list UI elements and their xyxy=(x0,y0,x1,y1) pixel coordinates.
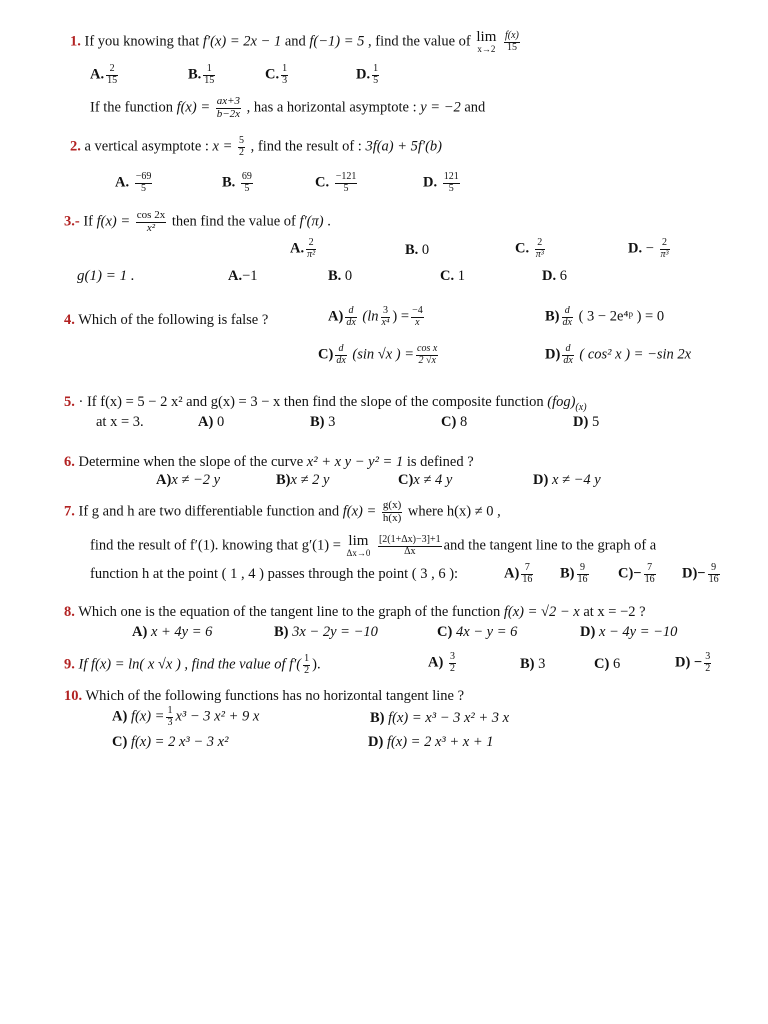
option-2a[interactable]: A. $\frac{-69}{5}$ xyxy=(115,171,152,194)
question-2-line-1: If the function f(x) = $\frac{ax+3}{b-2x}$ , has a horizontal asymptote : y = −2 and xyxy=(90,95,486,120)
option-2c[interactable]: C. $\frac{-121}{5}$ xyxy=(315,171,357,194)
option-1c[interactable]: C. $\frac{1}{3}$ xyxy=(265,63,288,86)
option-6a[interactable]: A)x ≠ −2 y xyxy=(156,472,221,488)
question-number: 8. xyxy=(64,604,75,620)
option-frag-b[interactable]: B. 0 xyxy=(328,268,353,284)
option-7a[interactable]: A) $\frac{7}{16}$ xyxy=(504,562,533,585)
question-number: 1. xyxy=(70,33,81,50)
question-8: 8. Which one is the equation of the tangent line to the graph of the function f(x) = √2 − x at x = −2 ? xyxy=(64,604,646,620)
option-4d[interactable]: D) $\frac{d}{dx}$ ( cos² x ) = −sin 2x xyxy=(545,343,692,366)
option-3d[interactable]: D. − $\frac{2}{\text{π³}}$ xyxy=(628,237,669,260)
option-8c[interactable]: C) 4x − y = 6 xyxy=(437,624,518,640)
option-6c[interactable]: C)x ≠ 4 y xyxy=(398,472,453,488)
option-6d[interactable]: D) x ≠ −4 y xyxy=(533,472,601,488)
option-10b[interactable]: B) f(x) = x³ − 3 x² + 3 x xyxy=(370,710,510,726)
option-5b[interactable]: B) 3 xyxy=(310,414,336,430)
option-3b[interactable]: B. 0 xyxy=(405,242,430,258)
question-7-line-2: find the result of f′(1). knowing that g′(1) = lim Δx→0 $\frac{[2(1+\Delta x)-3]+1}{\Delta x}$ and the tangent line to the graph of a xyxy=(90,533,657,558)
option-8d[interactable]: D) x − 4y = −10 xyxy=(580,624,678,640)
question-5-at: at x = 3. xyxy=(96,414,144,430)
limit-fraction: $\frac{f(x)}{15}$ xyxy=(505,30,519,53)
option-1a[interactable]: A. $\frac{2}{15}$ xyxy=(90,63,118,86)
option-5c[interactable]: C) 8 xyxy=(441,414,468,430)
fragment-g-of-1: g(1) = 1 . xyxy=(77,268,135,284)
given-derivative: f′(x) = 2x − 1 xyxy=(202,33,282,50)
option-5d[interactable]: D) 5 xyxy=(573,414,600,430)
question-stem-end: , find the value of xyxy=(368,33,471,50)
question-10: 10. Which of the following functions has no horizontal tangent line ? xyxy=(64,688,465,704)
question-9: 9. If f(x) = ln( x √x ) , find the value of f′( $\frac{1}{2}$ ). xyxy=(64,653,321,676)
option-4b[interactable]: B) $\frac{d}{dx}$ ( 3 − 2e⁴ᵖ ) = 0 xyxy=(545,305,665,328)
option-8b[interactable]: B) 3x − 2y = −10 xyxy=(274,624,378,640)
option-9d[interactable]: D) − $\frac{3}{2}$ xyxy=(675,651,711,674)
question-number: 4. xyxy=(64,312,75,328)
question-1 xyxy=(70,30,522,54)
question-number: 7. xyxy=(64,503,75,520)
given-value: f(−1) = 5 xyxy=(309,33,365,50)
option-7d[interactable]: D)− $\frac{9}{16}$ xyxy=(682,562,719,585)
question-number: 6. xyxy=(64,454,75,470)
option-7c[interactable]: C)− $\frac{7}{16}$ xyxy=(618,562,655,585)
option-1d[interactable]: D. $\frac{1}{5}$ xyxy=(356,63,379,86)
option-frag-c[interactable]: C. 1 xyxy=(440,268,465,284)
option-10c[interactable]: C) f(x) = 2 x³ − 3 x² xyxy=(112,734,229,750)
question-number: 2. xyxy=(70,138,81,155)
option-frag-a[interactable]: A.−1 xyxy=(228,268,258,284)
question-5: 5. · If f(x) = 5 − 2 x² and g(x) = 3 − x then find the slope of the composite function $(fog)_{(x)}$ xyxy=(64,394,587,413)
question-7-line-3: function h at the point ( 1 , 4 ) passes through the point ( 3 , 6 ): xyxy=(90,566,459,582)
option-6b[interactable]: B)x ≠ 2 y xyxy=(276,472,330,488)
question-number: 3.- xyxy=(64,213,80,230)
option-9c[interactable]: C) 6 xyxy=(594,656,621,672)
question-number: 10. xyxy=(64,688,83,704)
conjunction: and xyxy=(284,33,306,50)
option-8a[interactable]: A) x + 4y = 6 xyxy=(132,624,213,640)
question-3: 3.- If f(x) = $\frac{\cos 2x}{\text{x²}}$ then find the value of f′(π) . xyxy=(64,209,331,234)
option-7b[interactable]: B) $\frac{9}{16}$ xyxy=(560,562,588,585)
option-9b[interactable]: B) 3 xyxy=(520,656,546,672)
question-number: 9. xyxy=(64,656,75,673)
option-3c[interactable]: C. $\frac{2}{\text{π³}}$ xyxy=(515,237,544,260)
option-3a[interactable]: A. $\frac{2}{\text{π²}}$ xyxy=(290,237,316,260)
option-4a[interactable]: A) $\frac{d}{dx}$ (ln $\frac{3}{\text{x⁴}}$ ) = $\frac{-4}{x}$ xyxy=(328,305,423,328)
question-number: 5. xyxy=(64,394,75,410)
option-10a[interactable]: A) f(x) = $\frac{1}{3}$ x³ − 3 x² + 9 x xyxy=(112,705,260,728)
option-5a[interactable]: A) 0 xyxy=(198,414,225,430)
option-frag-d[interactable]: D. 6 xyxy=(542,268,567,284)
question-stem: If you knowing that xyxy=(84,33,200,50)
option-2b[interactable]: B. $\frac{69}{5}$ xyxy=(222,171,252,194)
option-2d[interactable]: D. $\frac{121}{5}$ xyxy=(423,171,459,194)
option-10d[interactable]: D) f(x) = 2 x³ + x + 1 xyxy=(368,734,494,750)
option-4c[interactable]: C) $\frac{d}{dx}$ (sin √x ) = $\frac{\text{cos x}}{2 √x}$ xyxy=(318,343,438,366)
option-1b[interactable]: B. $\frac{1}{15}$ xyxy=(188,63,215,86)
option-9a[interactable]: A) $\frac{3}{2}$ xyxy=(428,651,455,674)
limit: lim x→2 xyxy=(476,29,497,54)
question-4: 4. Which of the following is false ? xyxy=(64,312,269,328)
question-2-line-2: 2. a vertical asymptote : x = $\frac{5}{2}$ , find the result of : 3f(a) + 5f′(b) xyxy=(70,135,443,158)
question-6: 6. Determine when the slope of the curve x² + x y − y² = 1 is defined ? xyxy=(64,454,474,470)
question-7-line-1: 7. If g and h are two differentiable function and f(x) = $\frac{g(x)}{h(x)}$ where h(x) ≠ 0 , xyxy=(64,499,501,524)
